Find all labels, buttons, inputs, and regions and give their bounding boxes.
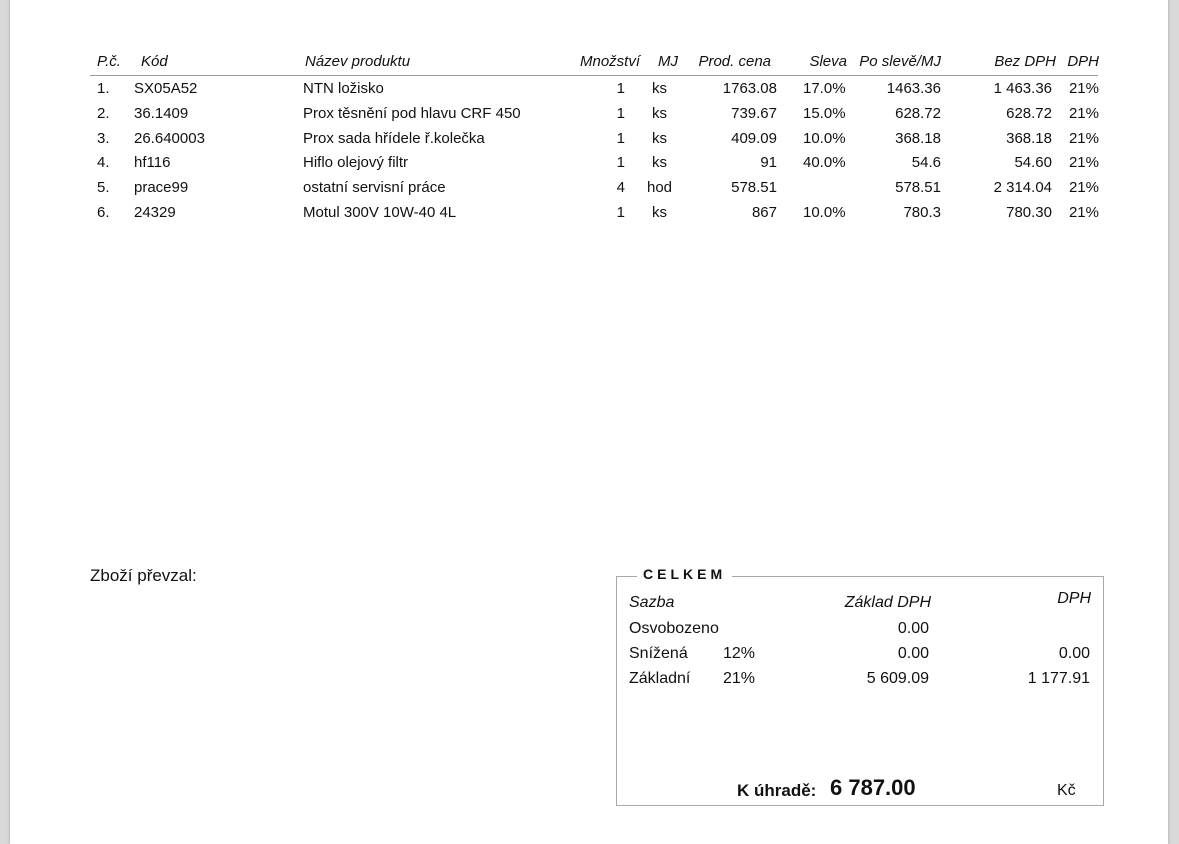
header-sleva: Sleva	[809, 53, 847, 70]
cell-mj: ks	[652, 154, 667, 171]
cell-mnozstvi: 4	[616, 179, 625, 196]
cell-dph: 21%	[1068, 105, 1099, 122]
rate-percent: 12%	[723, 645, 756, 662]
cell-mj: hod	[647, 179, 673, 196]
cell-bez-dph: 2 314.04	[993, 179, 1052, 196]
cell-bez-dph: 1 463.36	[993, 80, 1052, 97]
rate-name: Osvobozeno	[629, 620, 719, 637]
cell-kod: hf116	[134, 154, 171, 171]
currency: Kč	[1057, 782, 1076, 799]
col-dph: DPH	[1057, 590, 1091, 607]
cell-mj: ks	[652, 105, 667, 122]
cell-kod: 36.1409	[134, 105, 189, 122]
cell-bez-dph: 54.60	[1014, 154, 1052, 171]
header-kod: Kód	[141, 53, 168, 70]
cell-pc: 4.	[97, 154, 110, 171]
cell-mj: ks	[652, 204, 667, 221]
cell-po-sleve: 780.3	[903, 204, 941, 221]
table-row	[10, 78, 1168, 100]
table-header	[10, 51, 1168, 73]
cell-bez-dph: 780.30	[1006, 204, 1052, 221]
header-divider	[90, 75, 1098, 76]
cell-kod: prace99	[134, 179, 189, 196]
header-po-sleve: Po slevě/MJ	[859, 53, 941, 70]
cell-prod-cena: 578.51	[731, 179, 777, 196]
header-nazev: Název produktu	[305, 53, 411, 70]
rate-base: 0.00	[897, 620, 929, 637]
cell-prod-cena: 409.09	[731, 130, 777, 147]
cell-bez-dph: 628.72	[1006, 105, 1052, 122]
table-row	[10, 177, 1168, 199]
cell-po-sleve: 628.72	[895, 105, 941, 122]
amount-due-value: 6 787.00	[830, 775, 916, 800]
col-zaklad-dph: Základ DPH	[844, 594, 931, 611]
summary-box	[616, 566, 1104, 806]
cell-prod-cena: 739.67	[731, 105, 777, 122]
cell-pc: 3.	[97, 130, 110, 147]
header-pc: P.č.	[97, 53, 121, 70]
cell-mnozstvi: 1	[616, 130, 625, 147]
amount-due-label: K úhradě:	[737, 781, 817, 800]
cell-mnozstvi: 1	[616, 154, 625, 171]
cell-sleva: 17.0%	[803, 80, 846, 97]
table-row	[10, 202, 1168, 224]
cell-sleva: 10.0%	[803, 204, 846, 221]
rate-vat: 0.00	[1058, 645, 1090, 662]
cell-mnozstvi: 1	[616, 204, 625, 221]
cell-kod: SX05A52	[134, 80, 198, 97]
cell-po-sleve: 54.6	[911, 154, 941, 171]
cell-pc: 2.	[97, 105, 110, 122]
summary-title: CELKEM	[637, 566, 732, 582]
cell-nazev: Prox sada hřídele ř.kolečka	[303, 130, 485, 147]
cell-sleva: 10.0%	[803, 130, 846, 147]
cell-dph: 21%	[1068, 204, 1099, 221]
rate-base: 0.00	[897, 645, 929, 662]
cell-mnozstvi: 1	[616, 80, 625, 97]
cell-po-sleve: 578.51	[895, 179, 941, 196]
cell-po-sleve: 368.18	[895, 130, 941, 147]
cell-pc: 6.	[97, 204, 110, 221]
cell-prod-cena: 867	[751, 204, 777, 221]
cell-mnozstvi: 1	[616, 105, 625, 122]
cell-pc: 5.	[97, 179, 110, 196]
cell-dph: 21%	[1068, 130, 1099, 147]
header-mj: MJ	[658, 53, 678, 70]
cell-dph: 21%	[1068, 179, 1099, 196]
invoice-page	[10, 0, 1168, 844]
cell-nazev: NTN ložisko	[303, 80, 384, 97]
cell-mj: ks	[652, 130, 667, 147]
rate-name: Snížená	[629, 645, 688, 662]
cell-kod: 24329	[134, 204, 176, 221]
cell-prod-cena: 91	[760, 154, 777, 171]
header-bez-dph: Bez DPH	[994, 53, 1056, 70]
cell-kod: 26.640003	[134, 130, 205, 147]
rate-name: Základní	[629, 670, 691, 687]
table-row	[10, 128, 1168, 150]
cell-bez-dph: 368.18	[1006, 130, 1052, 147]
rate-vat: 1 177.91	[1027, 670, 1090, 687]
cell-pc: 1.	[97, 80, 110, 97]
cell-po-sleve: 1463.36	[886, 80, 941, 97]
cell-nazev: ostatní servisní práce	[303, 179, 446, 196]
col-sazba: Sazba	[629, 594, 675, 611]
table-row	[10, 152, 1168, 174]
cell-sleva: 40.0%	[803, 154, 846, 171]
rate-percent: 21%	[723, 670, 756, 687]
rate-base: 5 609.09	[866, 670, 929, 687]
cell-dph: 21%	[1068, 154, 1099, 171]
header-dph: DPH	[1067, 53, 1099, 70]
header-prod-cena: Prod. cena	[698, 53, 771, 70]
cell-nazev: Motul 300V 10W-40 4L	[303, 204, 457, 221]
cell-dph: 21%	[1068, 80, 1099, 97]
cell-nazev: Hiflo olejový filtr	[303, 154, 409, 171]
header-mnozstvi: Množství	[579, 53, 640, 70]
cell-sleva: 15.0%	[803, 105, 846, 122]
cell-mj: ks	[652, 80, 667, 97]
table-row	[10, 103, 1168, 125]
cell-nazev: Prox těsnění pod hlavu CRF 450	[303, 105, 521, 122]
cell-prod-cena: 1763.08	[722, 80, 777, 97]
goods-received-label: Zboží převzal:	[90, 566, 197, 585]
